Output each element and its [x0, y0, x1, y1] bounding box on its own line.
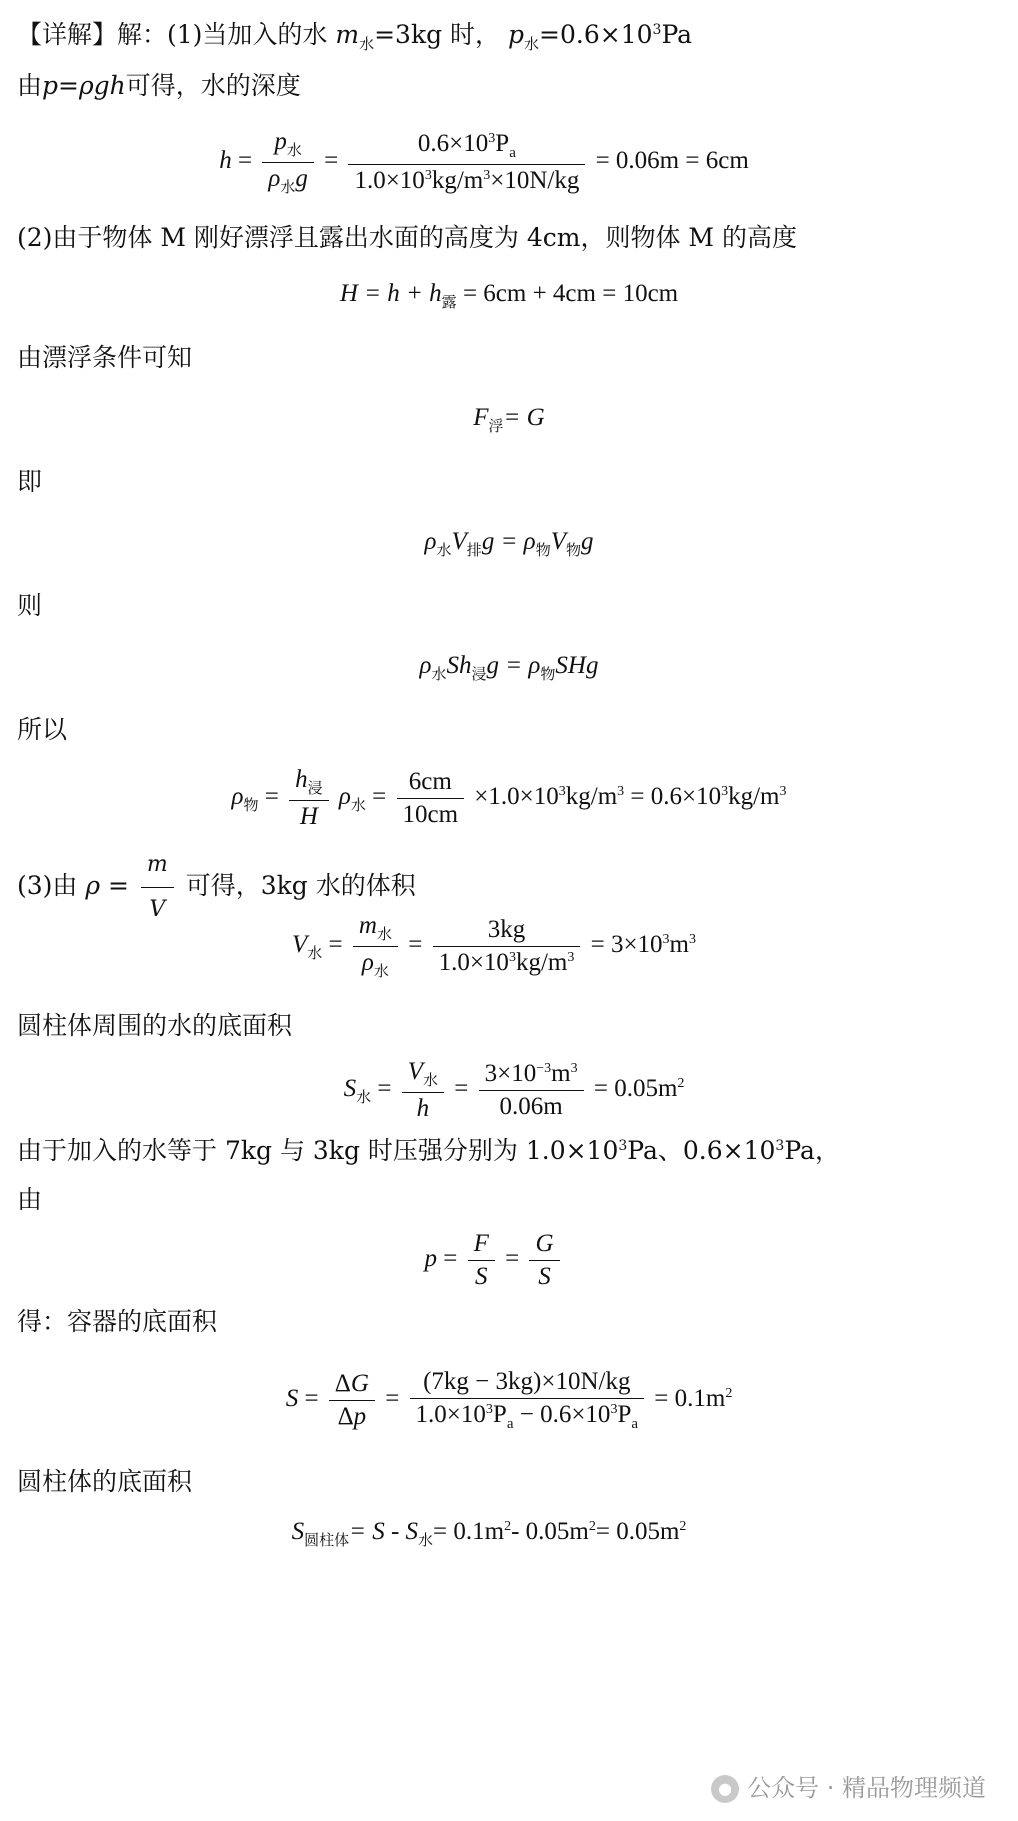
exponent: 3 [483, 168, 491, 183]
text: Pa， [784, 1136, 840, 1165]
exponent: 3 [618, 1138, 628, 1154]
fraction: $\frac{3kg}{1.0\times 10^3kg/m^3}$ [433, 916, 581, 977]
text: 由 [17, 71, 43, 100]
subscript: a [509, 145, 516, 161]
value: 0.6×10 [417, 130, 489, 157]
subscript: 水 [280, 180, 296, 196]
subscript: 物 [535, 543, 551, 559]
formula: = G [503, 404, 545, 431]
exponent: 2 [677, 1076, 685, 1092]
result: = 0.6×10 [630, 783, 722, 811]
exponent: 3 [485, 1402, 493, 1417]
exponent: 3 [775, 1138, 785, 1154]
symbol: p [274, 128, 287, 155]
result: - 0.05m [511, 1518, 589, 1545]
unit: kg/m [431, 167, 484, 194]
exponent: 3 [488, 131, 496, 146]
symbol: g [295, 165, 308, 192]
subscript: 水 [286, 143, 302, 159]
text-line [17, 590, 42, 622]
text: =0.6×10 [539, 20, 653, 49]
subscript: 水 [307, 946, 323, 963]
text: (2)由于物体 M 刚好漂浮且露出水面的高度为 4cm，则物体 M 的高度 [17, 223, 797, 252]
exponent: 2 [504, 1519, 512, 1534]
text: 可得，水的深度 [125, 71, 301, 100]
value: 1.0×10 [415, 1401, 486, 1428]
symbol: ρ [424, 528, 437, 555]
formula: Sh [446, 652, 472, 679]
text-line: (3)由 ρ = $\frac{m}{V}$ 可得，3kg 水的体积 [17, 845, 416, 930]
subscript: 露 [441, 295, 457, 311]
exponent: 3 [779, 784, 787, 800]
exponent: 2 [725, 1386, 733, 1402]
text-line [17, 342, 192, 374]
equation-depth: h = $\frac{p_水}{\rho_水g}$ = $\frac{0.6\times 10^3P_a}{1.0\times 10^3kg/m^3\times 10N/kg}$ = 0.06m = 6cm [219, 128, 749, 196]
subscript: 水 [350, 798, 366, 815]
text: 可得，3kg 水的体积 [185, 871, 416, 900]
subscript: 排 [466, 543, 482, 559]
symbol: ρ [268, 165, 281, 192]
subscript: 浸 [307, 781, 323, 797]
text-line [17, 1466, 192, 1498]
text-line [17, 222, 797, 254]
equation-volume [0, 528, 1018, 560]
exponent: 3 [617, 784, 625, 800]
subscript: 物 [565, 543, 581, 559]
unit: P [495, 130, 510, 157]
result: = 0.06m = 6cm [595, 147, 749, 175]
symbol: F [473, 404, 489, 431]
equation-container-area: S = $\frac{\Delta G}{\Delta p}$ = $\frac{(7kg - 3kg)\times 10N/kg}{1.0\times 10^3P_a - 0.6\times 10^3P_a}$ = $0.1m^2$ [285, 1368, 733, 1432]
exponent: 3 [662, 932, 670, 948]
exponent: 3 [689, 932, 696, 948]
subscript: a [631, 1416, 639, 1432]
exponent: 3 [721, 784, 729, 800]
equation-float [0, 404, 1018, 436]
unit: kg/m [515, 949, 568, 976]
formula: = S - S [349, 1518, 419, 1545]
exponent: 3 [610, 1402, 618, 1417]
unit: m [551, 1060, 571, 1087]
subscript: 水 [431, 667, 447, 683]
exponent: 3 [508, 950, 516, 965]
result: = 0.1m [433, 1518, 505, 1545]
exponent: 3 [570, 1061, 578, 1076]
symbol: ρ [338, 783, 351, 811]
text-line [17, 1130, 840, 1167]
symbol: V [550, 528, 566, 555]
text: 由于加入的水等于 7kg 与 3kg 时压强分别为 1.0×10 [17, 1136, 619, 1165]
unit: kg/m [728, 783, 780, 811]
value: ×10N/kg [490, 167, 580, 194]
fraction: $\frac{G}{S}$ [529, 1230, 559, 1291]
value: ×1.0×10 [474, 783, 559, 811]
subscript: 水 [376, 927, 392, 943]
subscript: 水 [524, 35, 540, 53]
fraction: $\frac{m}{V}$ [141, 845, 174, 930]
exponent: 2 [588, 1519, 596, 1534]
text: (3)由 [17, 871, 78, 900]
equation-water-volume: $V_水$ = $\frac{m_水}{\rho_水}$ = $\frac{3kg}{1.0\times 10^3kg/m^3}$ = $3\times 10^3m^3$ [291, 912, 696, 980]
unit: P [492, 1401, 507, 1428]
symbol: h [219, 147, 232, 175]
unit: m [669, 931, 689, 959]
formula: g = ρ [486, 652, 541, 679]
symbol: g [581, 528, 594, 555]
fraction: $\frac{m_水}{\rho_水}$ [353, 912, 398, 981]
equation-cylinder-area: $S_{圆柱体}= S - S_水= 0.1m^2-$ $0.05m^2= 0.05m^2$ [291, 1518, 687, 1549]
fraction: $\frac{F}{S}$ [468, 1230, 495, 1291]
subscript: 水 [359, 35, 375, 53]
subscript: a [506, 1416, 514, 1432]
equation-sh [0, 652, 1018, 684]
exponent: 3 [558, 784, 566, 800]
text: 圆柱体周围的水的底面积 [17, 1011, 293, 1040]
text-line [17, 1306, 217, 1338]
text: 所以 [17, 715, 68, 744]
text: 由漂浮条件可知 [17, 343, 193, 372]
unit: Pa [661, 20, 693, 49]
text: Pa、0.6×10 [627, 1136, 776, 1165]
text-line [17, 1010, 292, 1042]
heading-line [17, 14, 692, 60]
formula: SHg [555, 652, 599, 679]
subscript: 水 [423, 1073, 439, 1089]
result: = 0.05m [593, 1075, 678, 1103]
equation-pressure: p = $\frac{F}{S}$ = $\frac{G}{S}$ [0, 1230, 1018, 1291]
fraction [262, 128, 314, 197]
text: 圆柱体的底面积 [17, 1467, 193, 1496]
exponent: 3 [424, 168, 432, 183]
text-line [17, 70, 301, 102]
exponent: 3 [652, 22, 662, 38]
fraction: $\frac{3\times 10^{-3}m^3}{0.06m}$ [479, 1060, 584, 1121]
fraction: $\frac{V_水}{h}$ [402, 1058, 444, 1123]
text: 【详解】解：(1)当加入的水 [17, 20, 328, 49]
symbol: V [451, 528, 467, 555]
value: 1.0×10 [438, 949, 509, 976]
fraction: $\frac{6cm}{10cm}$ [397, 768, 465, 829]
symbol: ρ [231, 783, 244, 811]
exponent: 3 [567, 950, 575, 965]
subscript: 水 [356, 1090, 372, 1107]
text-line [17, 714, 67, 746]
subscript: 水 [418, 1533, 434, 1549]
equation-water-area: $S_水$ = $\frac{V_水}{h}$ = $\frac{3\times 10^{-3}m^3}{0.06m}$ = $0.05m^2$ [343, 1058, 685, 1122]
watermark-text: 公众号 · 精品物理频道 [747, 1774, 986, 1802]
formula: p=ρgh [42, 71, 126, 100]
subscript: 物 [540, 667, 556, 683]
watermark [711, 1768, 986, 1803]
text: 则 [17, 591, 43, 620]
unit: kg/m [565, 783, 618, 811]
result: = 6cm + 4cm = 10cm [462, 280, 679, 307]
result: = 3×10 [590, 931, 663, 959]
unit: P [617, 1401, 632, 1428]
exponent: −3 [536, 1061, 552, 1076]
fraction: $\frac{h_浸}{H}$ [289, 766, 329, 831]
value: 3×10 [484, 1060, 537, 1087]
text: 得：容器的底面积 [17, 1307, 218, 1336]
text: 由 [17, 1185, 43, 1214]
text-line [17, 1184, 42, 1216]
formula: H = h + h [339, 280, 442, 307]
subscript: 水 [373, 964, 389, 980]
exponent: 2 [679, 1519, 687, 1534]
equation-density: $\rho_物$ = $\frac{h_浸}{H}$ $\rho_水$ = $\frac{6cm}{10cm}$ $\times 1.0\times 10^3kg/m^3 = 0.6\times 10^3kg/m^3$ [231, 766, 787, 830]
value: 1.0×10 [354, 167, 425, 194]
result: = 0.05m [595, 1518, 680, 1545]
text-line [17, 466, 42, 498]
result: = 0.1m [654, 1385, 726, 1413]
fraction: $\frac{\Delta G}{\Delta p}$ [329, 1370, 375, 1431]
symbol: ρ [419, 652, 432, 679]
text: 即 [17, 467, 43, 496]
formula: g = ρ [481, 528, 536, 555]
subscript: 浸 [471, 667, 487, 683]
equation-height [0, 280, 1018, 312]
subscript: 物 [243, 798, 259, 815]
fraction [348, 130, 585, 195]
subscript: 浮 [488, 419, 504, 435]
subscript: 圆柱体 [304, 1533, 350, 1549]
subscript: 水 [436, 543, 452, 559]
symbol: m [335, 20, 360, 49]
fraction: $\frac{(7kg - 3kg)\times 10N/kg}{1.0\times 10^3P_a - 0.6\times 10^3P_a}$ [410, 1368, 644, 1433]
symbol: p [508, 20, 525, 49]
wechat-icon: ● [711, 1775, 739, 1803]
text: =3kg 时， [374, 20, 501, 49]
value: − 0.6×10 [513, 1401, 611, 1428]
